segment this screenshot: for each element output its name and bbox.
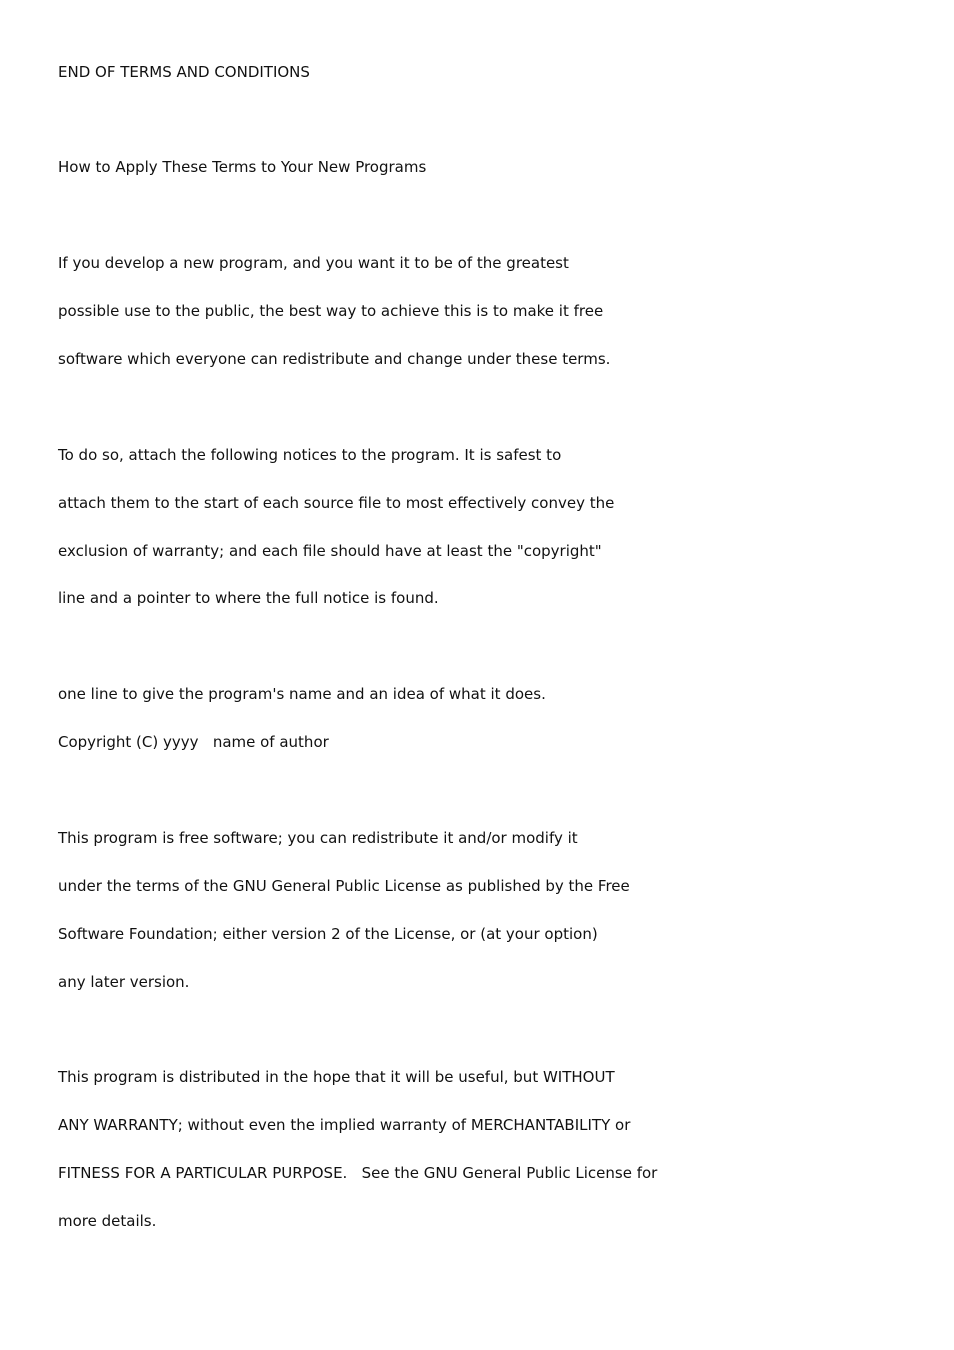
end-of-terms-heading: END OF TERMS AND CONDITIONS [58, 63, 310, 81]
text-line: To do so, attach the following notices to the program. It is safest to [58, 446, 562, 464]
copyright-line: Copyright (C) yyyy name of author [58, 733, 329, 751]
text-line: any later version. [58, 973, 190, 991]
text-line: exclusion of warranty; and each file should have at least the "copyright" [58, 542, 602, 560]
text-line: possible use to the public, the best way to achieve this is to make it free [58, 302, 604, 320]
text-line: FITNESS FOR A PARTICULAR PURPOSE. See the GNU General Public License for [58, 1164, 658, 1182]
text-line: ANY WARRANTY; without even the implied warranty of MERCHANTABILITY or [58, 1116, 631, 1134]
text-line: more details. [58, 1212, 157, 1230]
text-line: Software Foundation; either version 2 of the License, or (at your option) [58, 925, 598, 943]
text-line: software which everyone can redistribute and change under these terms. [58, 350, 611, 368]
text-line: This program is free software; you can redistribute it and/or modify it [58, 829, 578, 847]
text-line: If you develop a new program, and you want it to be of the greatest [58, 254, 569, 272]
section-title: How to Apply These Terms to Your New Programs [58, 158, 427, 176]
program-name-line: one line to give the program's name and an idea of what it does. [58, 685, 546, 703]
text-line: under the terms of the GNU General Public License as published by the Free [58, 877, 630, 895]
text-line: attach them to the start of each source file to most effectively convey the [58, 494, 615, 512]
text-line: line and a pointer to where the full notice is found. [58, 589, 439, 607]
text-line: This program is distributed in the hope that it will be useful, but WITHOUT [58, 1068, 615, 1086]
